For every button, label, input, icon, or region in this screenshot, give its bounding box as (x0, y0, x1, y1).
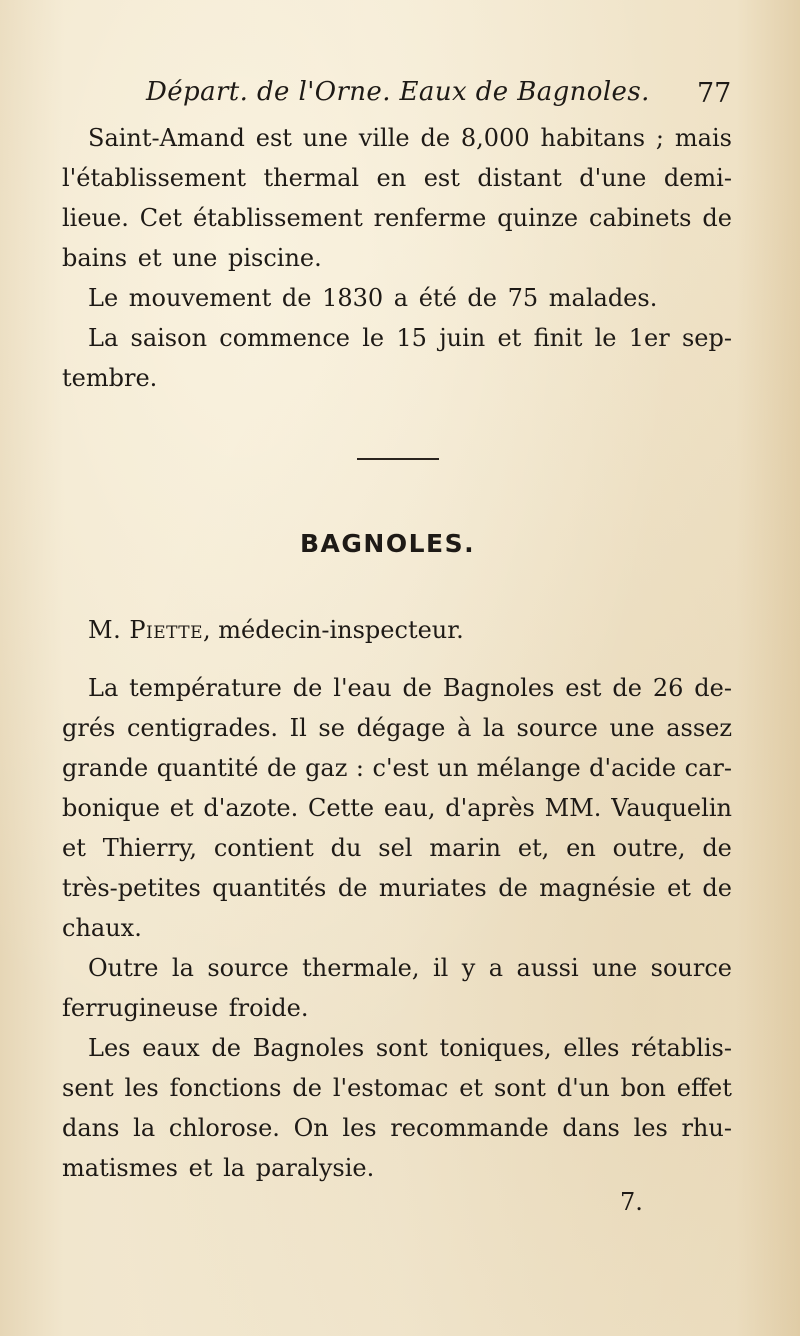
inspector-name: M. Piette (88, 616, 204, 644)
text-line: matismes et la paralysie. (62, 1154, 375, 1182)
text-line: très-petites quantités de muriates de magnésie et de (62, 874, 732, 902)
text-line: grés centigrades. Il se dégage à la source une assez (62, 714, 732, 742)
page-number: 77 (697, 78, 732, 109)
inspector-role: , médecin-inspecteur. (203, 616, 464, 644)
text-line: La température de l'eau de Bagnoles est de 26 de- (88, 674, 732, 702)
text-line: bonique et d'azote. Cette eau, d'après MM. Vauquelin (62, 794, 732, 822)
text-line: La saison commence le 15 juin et finit le 1er sep- (88, 324, 732, 352)
text-line: Le mouvement de 1830 a été de 75 malades. (88, 284, 658, 312)
text-line: et Thierry, contient du sel marin et, en outre, de (62, 834, 732, 862)
text-line: Outre la source thermale, il y a aussi une source (88, 954, 732, 982)
text-line: grande quantité de gaz : c'est un mélange d'acide car- (62, 754, 732, 782)
text-line: Les eaux de Bagnoles sont toniques, elles rétablis- (88, 1034, 732, 1062)
text-line: sent les fonctions de l'estomac et sont d'un bon effet (62, 1074, 732, 1102)
text-line: chaux. (62, 914, 142, 942)
section-title: BAGNOLES. (300, 529, 476, 558)
text-line: tembre. (62, 364, 158, 392)
running-header (146, 74, 746, 110)
text-line: lieue. Cet établissement renferme quinze cabinets de (62, 204, 732, 232)
section-divider (357, 458, 439, 460)
top-paragraphs (62, 118, 732, 398)
signature-mark: 7. (620, 1188, 643, 1216)
text-line: Saint-Amand est une ville de 8,000 habitans ; mais (88, 124, 732, 152)
body-paragraphs (62, 668, 732, 1188)
text-line: ferrugineuse froide. (62, 994, 309, 1022)
section-byline (88, 610, 464, 650)
text-line: bains et une piscine. (62, 244, 322, 272)
text-line: l'établissement thermal en est distant d'une demi- (62, 164, 732, 192)
text-line: dans la chlorose. On les recommande dans les rhu- (62, 1114, 732, 1142)
running-title: Départ. de l'Orne. Eaux de Bagnoles. (146, 77, 650, 107)
